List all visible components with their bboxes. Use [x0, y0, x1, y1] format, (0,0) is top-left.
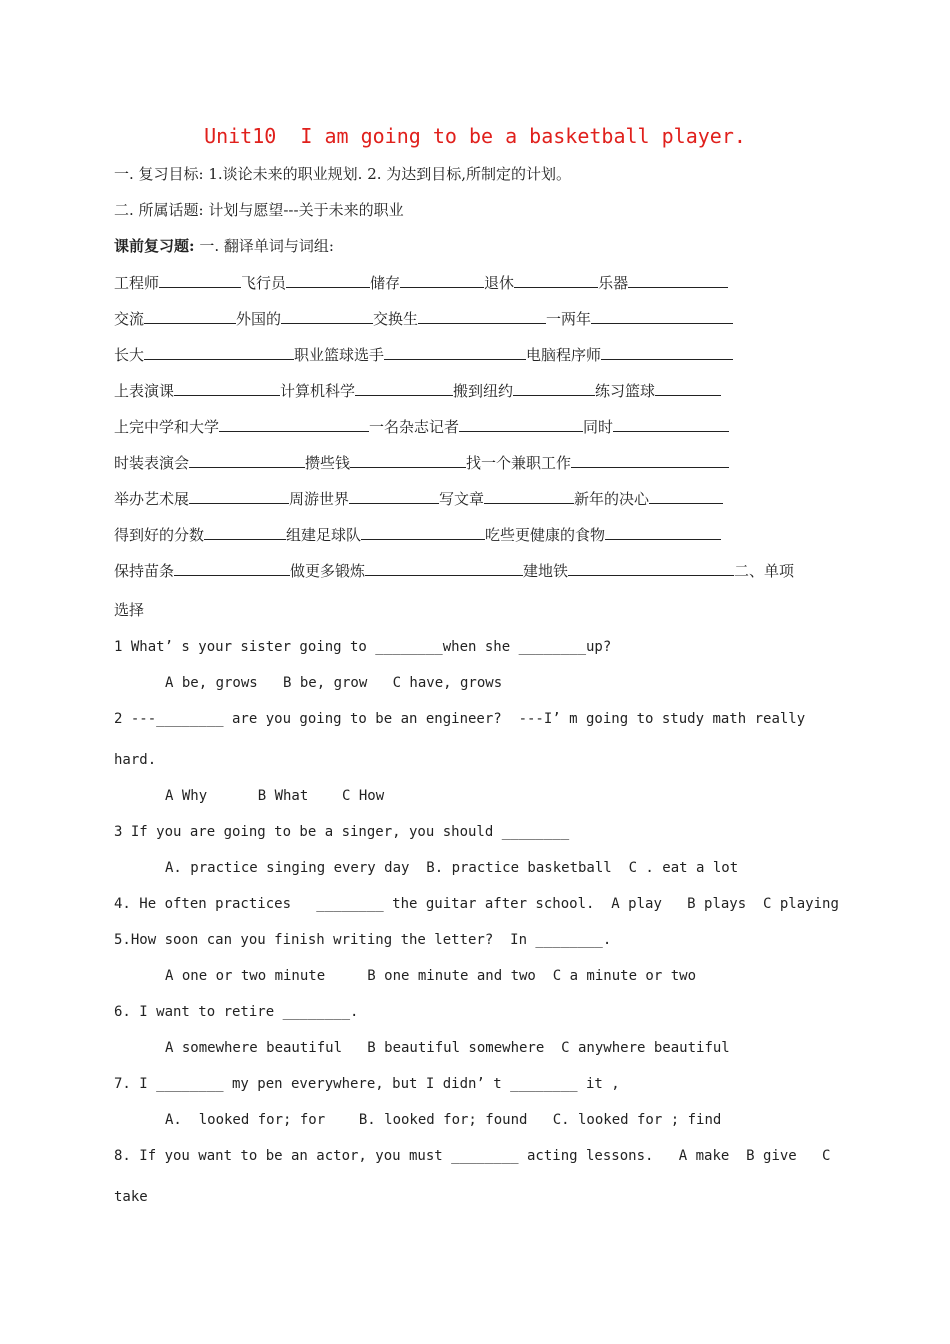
answer-blank[interactable] [571, 452, 729, 468]
question-7-options: A. looked for; for B. looked for; found C. looked for ; find [165, 1112, 722, 1128]
answer-blank[interactable] [361, 524, 485, 540]
preview-task: 一. 翻译单词与词组: [194, 237, 334, 255]
vocab-term: 新年的决心 [574, 490, 650, 508]
answer-blank[interactable] [513, 380, 595, 396]
vocab-term: 上完中学和大学 [114, 418, 220, 436]
question-2: 2 ---________ are you going to be an engineer? ---I’ m going to study math really [114, 711, 806, 727]
answer-blank[interactable] [144, 308, 236, 324]
answer-blank[interactable] [204, 524, 286, 540]
question-3-options: A. practice singing every day B. practice basketball C . eat a lot [165, 860, 739, 876]
question-1-options: A be, grows B be, grow C have, grows [165, 675, 503, 691]
answer-blank[interactable] [219, 416, 369, 432]
vocab-term: 一两年 [546, 310, 592, 328]
answer-blank[interactable] [365, 560, 523, 576]
answer-blank[interactable] [281, 308, 373, 324]
vocab-term: 交换生 [373, 310, 419, 328]
vocab-term: 退休 [484, 274, 515, 292]
question-7: 7. I ________ my pen everywhere, but I didn’ t ________ it , [114, 1076, 620, 1092]
question-2-options: A Why B What C How [165, 788, 385, 804]
answer-blank[interactable] [418, 308, 546, 324]
vocab-term: 练习篮球 [595, 382, 656, 400]
answer-blank[interactable] [400, 272, 484, 288]
preview-heading [114, 236, 334, 256]
vocab-row-1 [114, 272, 728, 293]
objectives: 一. 复习目标: 1.谈论未来的职业规划. 2. 为达到目标,所制定的计划。 [114, 165, 572, 183]
answer-blank[interactable] [286, 272, 370, 288]
answer-blank[interactable] [159, 272, 241, 288]
vocab-row-6 [114, 452, 729, 473]
vocab-term: 攒些钱 [305, 454, 351, 472]
vocab-term: 电脑程序师 [526, 346, 602, 364]
vocab-term: 写文章 [439, 490, 485, 508]
answer-blank[interactable] [613, 416, 729, 432]
vocab-term: 一名杂志记者 [369, 418, 460, 436]
question-5: 5.How soon can you finish writing the letter? In ________. [114, 932, 612, 948]
vocab-term: 乐器 [598, 274, 629, 292]
answer-blank[interactable] [568, 560, 734, 576]
vocab-row-3 [114, 344, 733, 365]
section-2-heading-cont: 选择 [114, 601, 145, 619]
answer-blank[interactable] [355, 380, 453, 396]
vocab-row-7 [114, 488, 723, 509]
vocab-term: 同时 [583, 418, 614, 436]
vocab-row-4 [114, 380, 721, 401]
question-3: 3 If you are going to be a singer, you should ________ [114, 824, 570, 840]
vocab-term: 组建足球队 [286, 526, 362, 544]
answer-blank[interactable] [649, 488, 723, 504]
question-5-options: A one or two minute B one minute and two C a minute or two [165, 968, 697, 984]
vocab-row-8 [114, 524, 721, 545]
vocab-term: 得到好的分数 [114, 526, 205, 544]
answer-blank[interactable] [189, 452, 305, 468]
question-8: 8. If you want to be an actor, you must ________ acting lessons. A make B give C [114, 1148, 831, 1164]
question-2-cont: hard. [114, 752, 157, 768]
answer-blank[interactable] [605, 524, 721, 540]
answer-blank[interactable] [514, 272, 598, 288]
answer-blank[interactable] [655, 380, 721, 396]
vocab-term: 建地铁 [523, 562, 569, 580]
vocab-term: 时装表演会 [114, 454, 190, 472]
vocab-row-5 [114, 416, 729, 437]
answer-blank[interactable] [189, 488, 289, 504]
question-8-cont: take [114, 1189, 148, 1205]
answer-blank[interactable] [484, 488, 574, 504]
vocab-term: 储存 [370, 274, 401, 292]
answer-blank[interactable] [459, 416, 583, 432]
answer-blank[interactable] [601, 344, 733, 360]
question-4: 4. He often practices ________ the guitar after school. A play B plays C playing [114, 896, 839, 912]
question-6: 6. I want to retire ________. [114, 1004, 359, 1020]
topic: 二. 所属话题: 计划与愿望---关于未来的职业 [114, 201, 404, 219]
vocab-term: 工程师 [114, 274, 160, 292]
vocab-term: 保持苗条 [114, 562, 175, 580]
vocab-term: 找一个兼职工作 [466, 454, 572, 472]
vocab-row-2 [114, 308, 733, 329]
vocab-term: 吃些更健康的食物 [485, 526, 606, 544]
vocab-term: 长大 [114, 346, 145, 364]
question-1: 1 What’ s your sister going to ________when she ________up? [114, 639, 612, 655]
vocab-term: 外国的 [236, 310, 282, 328]
vocab-term: 举办艺术展 [114, 490, 190, 508]
vocab-term: 职业篮球选手 [294, 346, 385, 364]
answer-blank[interactable] [144, 344, 294, 360]
answer-blank[interactable] [174, 380, 280, 396]
answer-blank[interactable] [591, 308, 733, 324]
vocab-term: 周游世界 [289, 490, 350, 508]
answer-blank[interactable] [384, 344, 526, 360]
vocab-term: 做更多锻炼 [290, 562, 366, 580]
vocab-term: 计算机科学 [280, 382, 356, 400]
vocab-term: 交流 [114, 310, 145, 328]
answer-blank[interactable] [628, 272, 728, 288]
section-2-heading: 二、单项 [734, 562, 795, 580]
vocab-row-9 [114, 560, 794, 581]
answer-blank[interactable] [350, 452, 466, 468]
answer-blank[interactable] [174, 560, 290, 576]
vocab-term: 上表演课 [114, 382, 175, 400]
vocab-term: 飞行员 [241, 274, 287, 292]
question-6-options: A somewhere beautiful B beautiful somewhere C anywhere beautiful [165, 1040, 730, 1056]
page-title: Unit10 I am going to be a basketball player. [204, 124, 746, 148]
vocab-term: 搬到纽约 [453, 382, 514, 400]
preview-label: 课前复习题: [114, 237, 195, 255]
answer-blank[interactable] [349, 488, 439, 504]
